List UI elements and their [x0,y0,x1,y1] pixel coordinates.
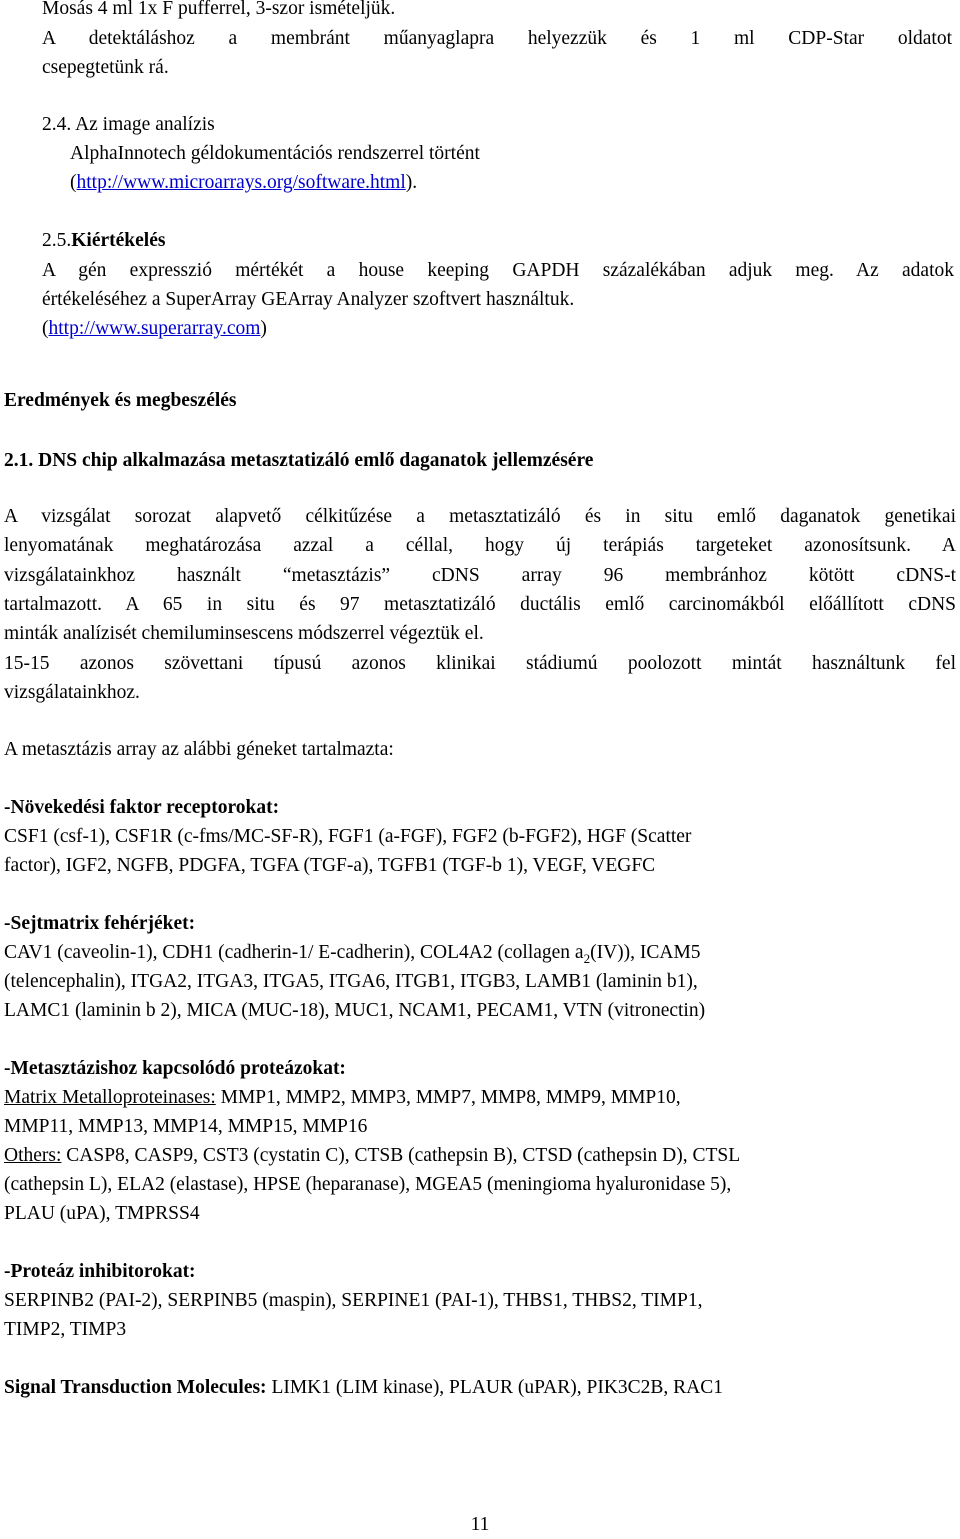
gene-list-line: factor), IGF2, NGFB, PDGFA, TGFA (TGF-a), TGFB1 (TGF-b 1), VEGF, VEGFC [4,855,656,876]
text-line: értékeléséhez a SuperArray GEArray Analyzer szoftvert használtuk. [42,289,575,310]
group-title: -Metasztázishoz kapcsolódó proteázokat: [4,1058,346,1079]
link-line: (http://www.superarray.com) [42,318,267,339]
group-title: Signal Transduction Molecules: [4,1377,267,1398]
gene-list-line: MMP11, MMP13, MMP14, MMP15, MMP16 [4,1116,368,1137]
gene-list-line: (telencephalin), ITGA2, ITGA3, ITGA5, ITGA6, ITGB1, ITGB3, LAMB1 (laminin b1), [4,971,698,992]
section-title: Az image analízis [75,114,215,135]
section-number: 2.4. [42,114,72,135]
text-line: Mosás 4 ml 1x F pufferrel, 3-szor ismételjük. [42,0,396,19]
gene-list-line: Others: CASP8, CASP9, CST3 (cystatin C), CTSB (cathepsin B), CTSD (cathepsin D), CTSL [4,1145,741,1166]
link-line: (http://www.microarrays.org/software.html). [70,172,418,193]
gene-list-line: CSF1 (csf-1), CSF1R (c-fms/MC-SF-R), FGF1 (a-FGF), FGF2 (b-FGF2), HGF (Scatter [4,826,692,847]
gene-list-line: Matrix Metalloproteinases: MMP1, MMP2, MMP3, MMP7, MMP8, MMP9, MMP10, [4,1087,681,1108]
text-line: A detektáláshoz a membránt műanyaglapra helyezzük és 1 ml CDP-Star oldatot [42,28,952,49]
gene-list-line: TIMP2, TIMP3 [4,1319,127,1340]
paragraph-line: vizsgálatainkhoz. [4,682,140,703]
software-link[interactable]: http://www.microarrays.org/software.html [76,172,406,193]
paragraph-line: 15-15 azonos szövettani típusú azonos klinikai stádiumú poolozott mintát használtunk fel [4,653,956,674]
group-title: -Proteáz inhibitorokat: [4,1261,196,1282]
mmp-label: Matrix Metalloproteinases: [4,1087,216,1108]
section-number: 2.5. [42,230,72,251]
paragraph-line: vizsgálatainkhoz használt “metasztázis” cDNS array 96 membránhoz kötött cDNS-t [4,565,956,586]
superarray-link[interactable]: http://www.superarray.com [48,318,261,339]
section-title: Kiértékelés [71,230,166,251]
text-line: csepegtetünk rá. [42,57,169,78]
others-label: Others: [4,1145,62,1166]
page-number: 11 [470,1514,490,1535]
paragraph-line: lenyomatának meghatározása azzal a céllal, hogy új terápiás targeteket azonosítsunk. A [4,535,956,556]
gene-list-line: PLAU (uPA), TMPRSS4 [4,1203,200,1224]
gene-list-line: LAMC1 (laminin b 2), MICA (MUC-18), MUC1, NCAM1, PECAM1, VTN (vitronectin) [4,1000,706,1021]
group-title: -Növekedési faktor receptorokat: [4,797,280,818]
section-heading [42,110,215,139]
paragraph-line: minták analízisét chemiluminsescens módszerrel végeztük el. [4,623,484,644]
text-line: AlphaInnotech géldokumentációs rendszerrel történt [70,143,480,164]
gene-list-line: CAV1 (caveolin-1), CDH1 (cadherin-1/ E-cadherin), COL4A2 (collagen $a_2(IV)$), ICAM5 [4,942,701,966]
gene-list-line: Signal Transduction Molecules: LIMK1 (LIM kinase), PLAUR (uPAR), PIK3C2B, RAC1 [4,1377,724,1398]
results-heading: Eredmények és megbeszélés [4,390,237,411]
gene-list-line: SERPINB2 (PAI-2), SERPINB5 (maspin), SERPINE1 (PAI-1), THBS1, THBS2, TIMP1, [4,1290,703,1311]
subsection-heading: 2.1. DNS chip alkalmazása metasztatizáló emlő daganatok jellemzésére [4,450,594,471]
paragraph-line: tartalmazott. A 65 in situ és 97 metasztatizáló ductális emlő carcinomákból előállított cDNS [4,594,956,615]
gene-list-line: (cathepsin L), ELA2 (elastase), HPSE (heparanase), MGEA5 (meningioma hyaluronidase 5), [4,1174,732,1195]
intro-line: A metasztázis array az alábbi géneket tartalmazta: [4,739,394,760]
paragraph-line: A vizsgálat sorozat alapvető célkitűzése a metasztatizáló és in situ emlő daganatok genetikai [4,506,956,527]
text-line: A gén expresszió mértékét a house keeping GAPDH százalékában adjuk meg. Az adatok [42,260,954,281]
section-heading [42,226,165,255]
group-title: -Sejtmatrix fehérjéket: [4,913,196,934]
